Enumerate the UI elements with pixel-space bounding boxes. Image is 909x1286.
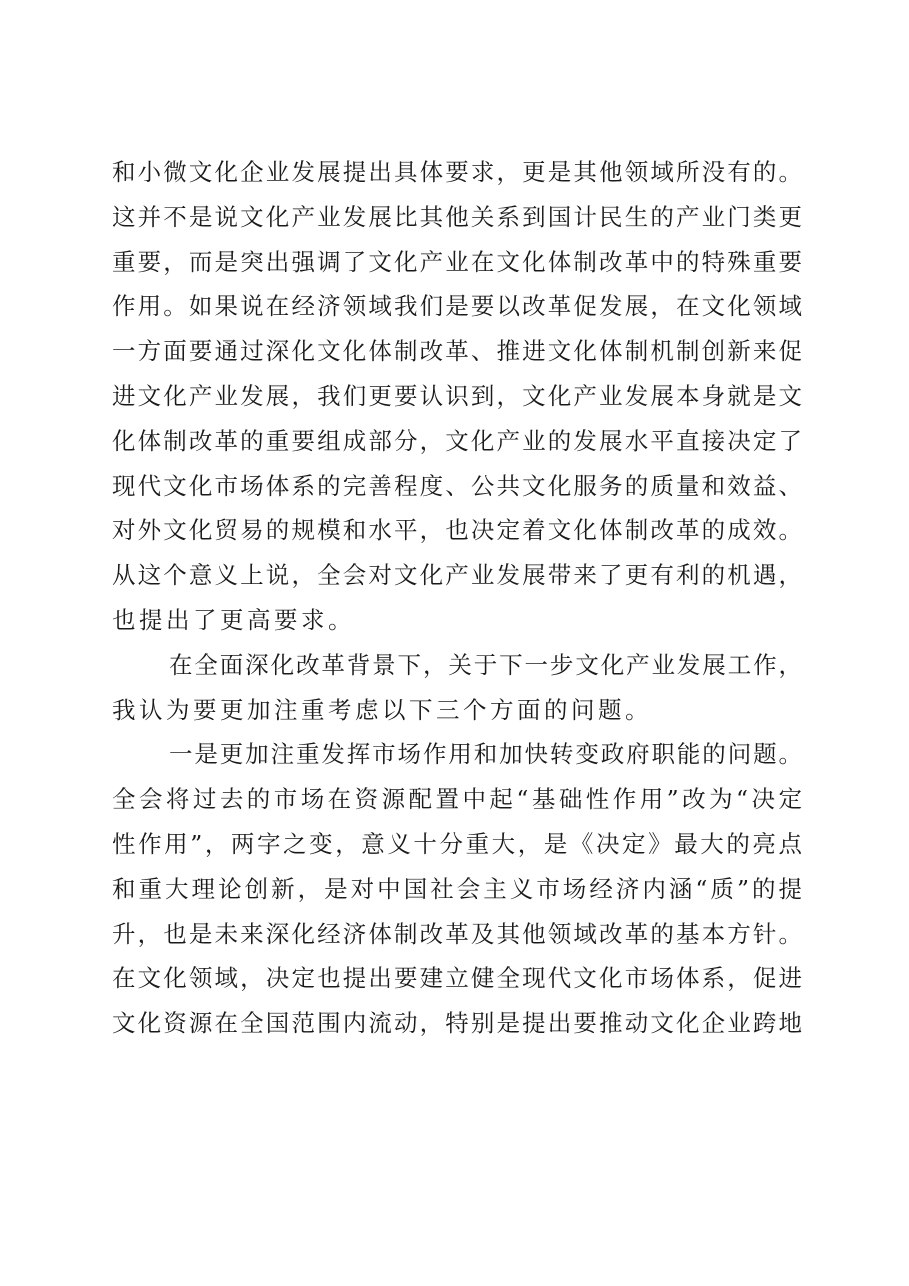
text-line: 我认为要更加注重考虑以下三个方面的问题。 (112, 695, 652, 724)
text-line: 重要，而是突出强调了文化产业在文化体制改革中的特殊重要 (112, 247, 802, 276)
text-line: 化体制改革的重要组成部分，文化产业的发展水平直接决定了 (112, 426, 802, 455)
text-line: 在文化领域，决定也提出要建立健全现代文化市场体系，促进 (112, 964, 802, 993)
text-line: 这并不是说文化产业发展比其他关系到国计民生的产业门类更 (112, 202, 802, 231)
text-line: 作用。如果说在经济领域我们是要以改革促发展，在文化领域 (112, 292, 802, 321)
text-line: 文化资源在全国范围内流动，特别是提出要推动文化企业跨地 (112, 1009, 802, 1038)
text-line: 全会将过去的市场在资源配置中起“基础性作用”改为“决定 (112, 785, 802, 814)
text-line: 和小微文化企业发展提出具体要求，更是其他领域所没有的。 (112, 158, 802, 186)
text-line: 在全面深化改革背景下，关于下一步文化产业发展工作， (169, 650, 802, 679)
text-line: 和重大理论创新，是对中国社会主义市场经济内涵“质”的提 (112, 874, 802, 903)
text-line: 对外文化贸易的规模和水平，也决定着文化体制改革的成效。 (112, 516, 802, 545)
text-line: 从这个意义上说，全会对文化产业发展带来了更有利的机遇， (112, 561, 802, 590)
text-line: 一是更加注重发挥市场作用和加快转变政府职能的问题。 (169, 740, 802, 769)
text-line: 性作用”，两字之变，意义十分重大，是《决定》最大的亮点 (112, 829, 802, 858)
text-line: 现代文化市场体系的完善程度、公共文化服务的质量和效益、 (112, 471, 802, 500)
text-line: 也提出了更高要求。 (112, 605, 355, 634)
text-line: 进文化产业发展，我们更要认识到，文化产业发展本身就是文 (112, 381, 802, 410)
text-line: 一方面要通过深化文化体制改革、推进文化体制机制创新来促 (112, 337, 802, 366)
text-line: 升，也是未来深化经济体制改革及其他领域改革的基本方针。 (112, 919, 802, 948)
body-text (112, 150, 802, 1046)
